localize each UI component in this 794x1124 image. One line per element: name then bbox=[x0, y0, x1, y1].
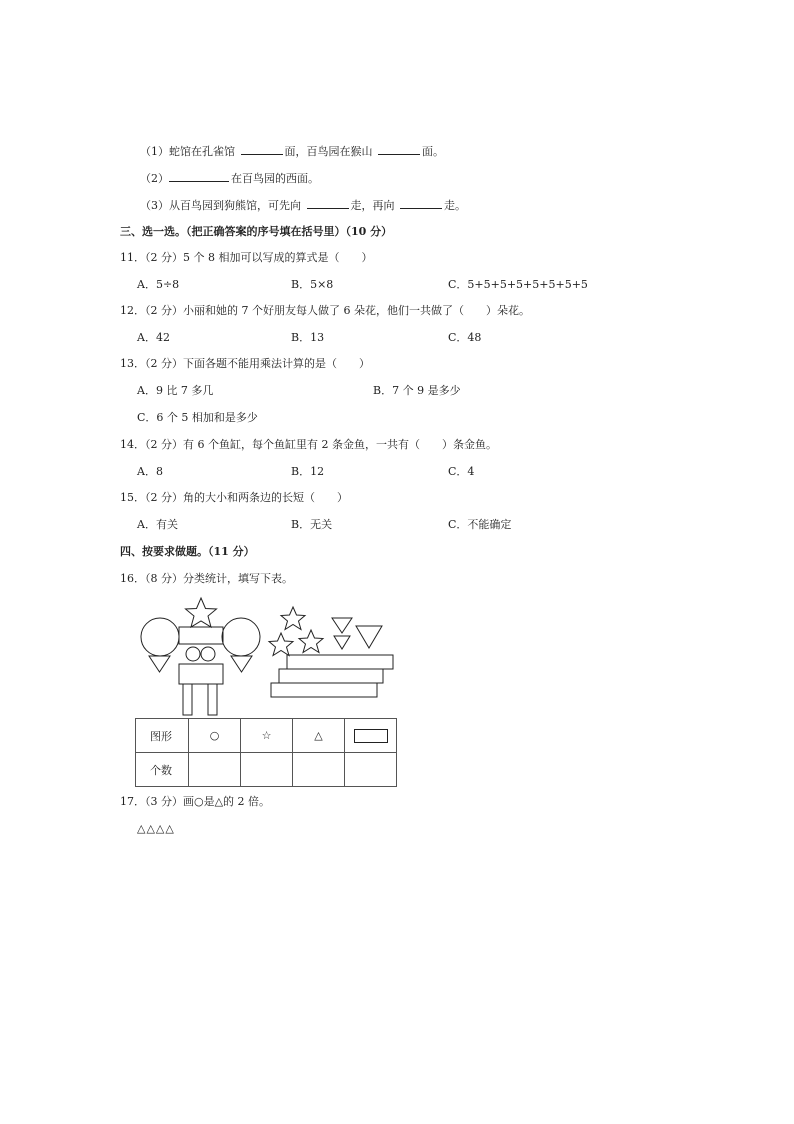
q12-option-b[interactable]: B．13 bbox=[291, 331, 325, 344]
q12-option-a[interactable]: A．42 bbox=[137, 331, 170, 344]
triangle-shape bbox=[231, 656, 252, 672]
q13-stem: 13．（2 分）下面各题不能用乘法计算的是（ ） bbox=[120, 357, 370, 370]
rectangle-shape bbox=[271, 683, 377, 697]
q10-sub2-text-a: （2） bbox=[140, 172, 169, 185]
rectangle-shape bbox=[179, 627, 223, 644]
q11-stem: 11．（2 分）5 个 8 相加可以写成的算式是（ ） bbox=[120, 251, 373, 264]
q10-sub2-text-b: 在百鸟园的西面。 bbox=[231, 172, 319, 185]
q14-option-a[interactable]: A．8 bbox=[137, 465, 163, 478]
q14-option-b[interactable]: B．12 bbox=[291, 465, 325, 478]
table-header-shape: 图形 bbox=[136, 719, 189, 753]
count-cell-triangle[interactable] bbox=[293, 753, 345, 787]
table-header-star: ☆ bbox=[241, 719, 293, 753]
q16-stem: 16．（8 分）分类统计，填写下表。 bbox=[120, 572, 293, 585]
q11-option-c[interactable]: C．5+5+5+5+5+5+5+5 bbox=[448, 278, 588, 291]
table-row-count-label: 个数 bbox=[136, 753, 189, 787]
q15-option-a[interactable]: A．有关 bbox=[137, 518, 178, 531]
circle-shape bbox=[141, 618, 179, 656]
rectangle-shape bbox=[179, 664, 223, 684]
rectangle-icon bbox=[354, 729, 388, 743]
q10-sub3-text-c: 走。 bbox=[444, 199, 466, 212]
circle-shape bbox=[222, 618, 260, 656]
answer-blank[interactable] bbox=[169, 171, 229, 182]
star-shape bbox=[269, 633, 293, 656]
shapes-figure bbox=[137, 593, 397, 718]
q13-option-b[interactable]: B．7 个 9 是多少 bbox=[373, 384, 461, 397]
table-header-triangle: △ bbox=[293, 719, 345, 753]
q10-sub1-text-b: 面，百鸟园在猴山 bbox=[284, 145, 373, 158]
q10-sub2 bbox=[140, 171, 319, 186]
q10-sub1-text-a: （1）蛇馆在孔雀馆 bbox=[140, 145, 235, 158]
q12-stem: 12．（2 分）小丽和她的 7 个好朋友每人做了 6 朵花，他们一共做了（ ）朵花。 bbox=[120, 304, 530, 317]
answer-blank[interactable] bbox=[241, 144, 283, 155]
q10-sub1-text-c: 面。 bbox=[422, 145, 444, 158]
q13-option-c[interactable]: C．6 个 5 相加和是多少 bbox=[137, 411, 258, 424]
answer-blank[interactable] bbox=[307, 198, 349, 209]
q15-option-c[interactable]: C．不能确定 bbox=[448, 518, 512, 531]
q10-sub3-text-a: （3）从百鸟园到狗熊馆，可先向 bbox=[140, 199, 301, 212]
q12-option-c[interactable]: C．48 bbox=[448, 331, 482, 344]
q15-option-b[interactable]: B．无关 bbox=[291, 518, 333, 531]
section3-title: 三、选一选。（把正确答案的序号填在括号里）（10 分） bbox=[120, 225, 393, 238]
q15-stem: 15．（2 分）角的大小和两条边的长短（ ） bbox=[120, 491, 348, 504]
triangle-shape bbox=[356, 626, 382, 648]
q17-triangles: △△△△ bbox=[137, 822, 175, 835]
circle-shape bbox=[201, 647, 215, 661]
table-header-circle: ○ bbox=[189, 719, 241, 753]
circle-shape bbox=[186, 647, 200, 661]
star-shape bbox=[281, 607, 305, 630]
count-cell-rectangle[interactable] bbox=[345, 753, 397, 787]
count-cell-star[interactable] bbox=[241, 753, 293, 787]
table-header-rectangle bbox=[345, 719, 397, 753]
answer-blank[interactable] bbox=[400, 198, 442, 209]
q11-option-a[interactable]: A．5÷8 bbox=[137, 278, 180, 291]
rectangle-shape bbox=[183, 684, 192, 715]
q14-stem: 14．（2 分）有 6 个鱼缸，每个鱼缸里有 2 条金鱼，一共有（ ）条金鱼。 bbox=[120, 438, 497, 451]
section4-title: 四、按要求做题。（11 分） bbox=[120, 545, 255, 558]
q17-stem: 17．（3 分）画○是△的 2 倍。 bbox=[120, 795, 271, 808]
q10-sub3-text-b: 走，再向 bbox=[350, 199, 395, 212]
q10-sub1 bbox=[140, 144, 444, 159]
triangle-shape bbox=[332, 618, 352, 633]
count-cell-circle[interactable] bbox=[189, 753, 241, 787]
q11-option-b[interactable]: B．5×8 bbox=[291, 278, 334, 291]
q10-sub3 bbox=[140, 198, 466, 213]
triangle-shape bbox=[149, 656, 170, 672]
rectangle-shape bbox=[208, 684, 217, 715]
table-row bbox=[136, 753, 397, 787]
star-shape bbox=[299, 630, 323, 653]
rectangle-shape bbox=[287, 655, 393, 669]
star-shape bbox=[186, 598, 217, 627]
q14-option-c[interactable]: C．4 bbox=[448, 465, 475, 478]
answer-blank[interactable] bbox=[378, 144, 420, 155]
q13-option-a[interactable]: A．9 比 7 多几 bbox=[137, 384, 214, 397]
table-row bbox=[136, 719, 397, 753]
triangle-shape bbox=[334, 636, 350, 649]
rectangle-shape bbox=[279, 669, 383, 683]
stat-table bbox=[135, 718, 397, 787]
